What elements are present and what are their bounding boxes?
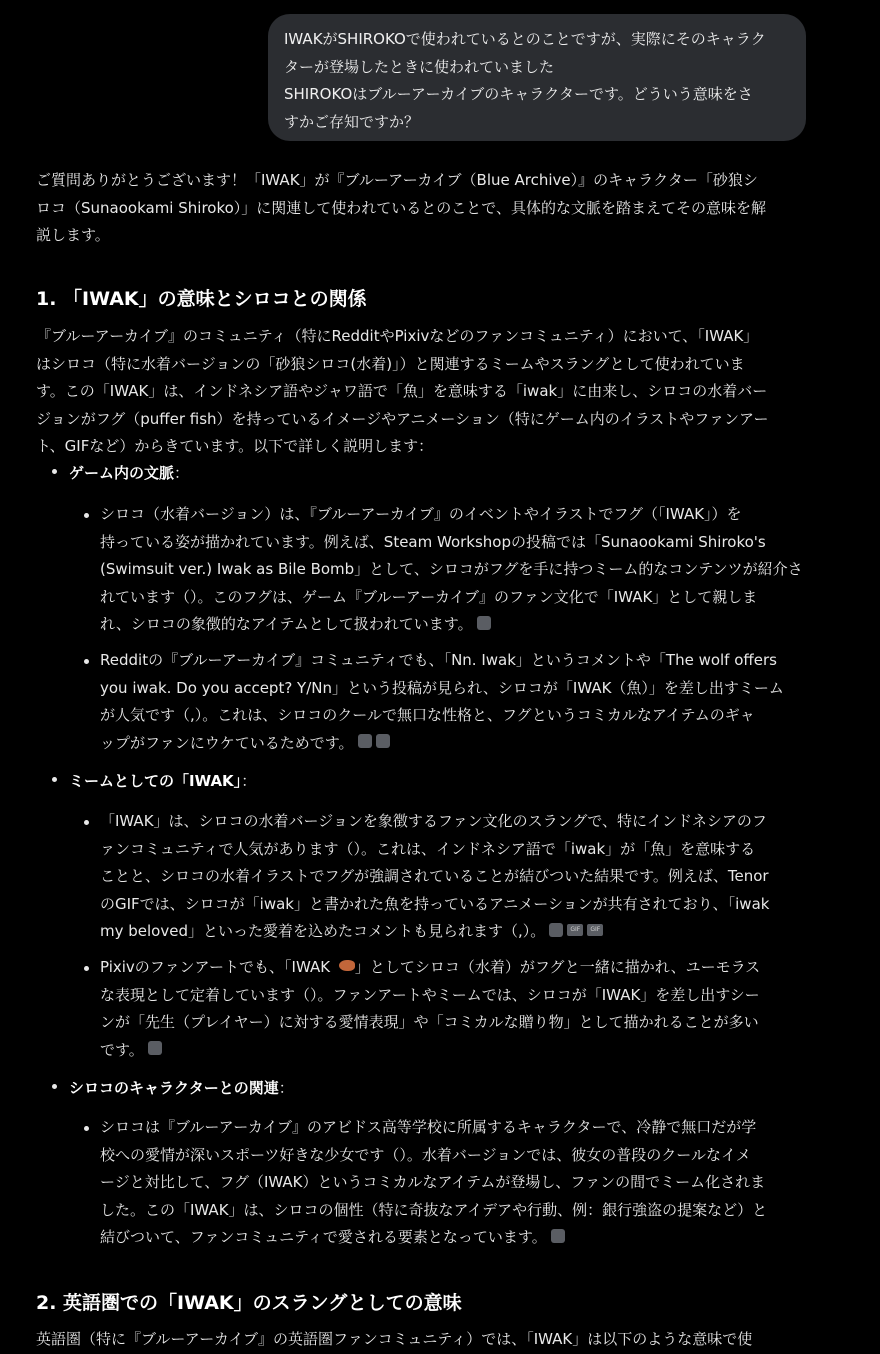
user-message-line: IWAKがSHIROKOで使われているとのことですが、実際にそのキャラク	[284, 30, 766, 48]
sub-bullet-line: が人気です（,）。これは、シロコのクールで無口な性格と、フグというコミカルなアイテムのギャ	[100, 706, 755, 724]
answer-intro	[36, 167, 816, 250]
bullet-dot	[84, 820, 89, 825]
sub-bullet-item	[84, 501, 814, 639]
bullet-label: ゲーム内の文脈	[69, 464, 175, 482]
sub-bullet-line: な表現として定着しています（）。ファンアートやミームでは、シロコが「IWAK」を差し出すシー	[100, 985, 760, 1004]
bullet-dot	[84, 659, 89, 664]
bullet-item	[52, 768, 256, 796]
sub-bullet-line: ァンコミュニティで人気があります（）。これは、インドネシア語で「iwak」が「魚」を意味する	[100, 839, 756, 858]
sub-bullet-line: です。	[100, 1040, 144, 1059]
bullet-suffix: ：	[241, 772, 257, 790]
sub-bullet-line: ップがファンにウケているためです。	[100, 733, 354, 752]
user-message-line: SHIROKOはブルーアーカイブのキャラクターです。どういう意味をさ	[284, 85, 753, 103]
sub-bullet-line: れ、シロコの象徴的なアイテムとして扱われています。	[100, 615, 473, 633]
pixiv-line-start: Pixivのファンアートでも、「IWAK	[100, 958, 335, 976]
bullet-item	[52, 1075, 294, 1103]
intro-line: ロコ（Sunaookami Shiroko）」に関連して使われているとのことで、具体的な文脈を踏まえてその意味を解	[36, 198, 766, 217]
pixiv-line-end: 」としてシロコ（水着）がフグと一緒に描かれ、ユーモラス	[354, 958, 761, 976]
bullet-label: シロコのキャラクターとの関連	[69, 1079, 279, 1097]
body-line: す。この「IWAK」は、インドネシア語やジャワ語で「魚」を意味する「iwak」に由来し、シロコの水着バー	[36, 382, 768, 400]
gif-badge-icon[interactable]: GIF	[567, 924, 583, 936]
section-heading: 2. 英語圏での「IWAK」のスラングとしての意味	[36, 1292, 462, 1314]
source-favicon-icon[interactable]	[549, 923, 563, 937]
sub-bullet-item	[84, 1114, 814, 1252]
gif-badge-icon[interactable]: GIF	[587, 924, 603, 936]
bullet-dot	[52, 1084, 57, 1089]
source-favicon-icon[interactable]	[477, 616, 491, 630]
intro-line: ご質問ありがとうございます！「IWAK」が『ブルーアーカイブ（Blue Archive）』のキャラクター「砂狼シ	[36, 171, 758, 189]
bullet-dot	[84, 513, 89, 518]
bullet-dot	[52, 777, 57, 782]
section-heading: 1. 「IWAK」の意味とシロコとの関係	[36, 288, 367, 310]
user-message-line: ターが登場したときに使われていました	[284, 57, 555, 76]
bullet-label: ミームとしての「IWAK」	[69, 772, 242, 790]
source-favicon-icon[interactable]	[148, 1041, 162, 1055]
sub-bullet-item	[84, 647, 814, 757]
sub-bullet-line: のGIFでは、シロコが「iwak」と書かれた魚を持っているアニメーションが共有されており、「iwak	[100, 894, 770, 913]
sub-bullet-line: した。この「IWAK」は、シロコの個性（特に奇抜なアイデアや行動、例：銀行強盗の提案など）と	[100, 1200, 768, 1219]
sub-bullet-line: 結びついて、ファンコミュニティで愛される要素となっています。	[100, 1228, 547, 1246]
sub-bullet-line: my beloved」といった愛着を込めたコメントも見られます（,）。	[100, 922, 546, 940]
body-line: ト、GIFなど）からきています。以下で詳しく説明します：	[36, 437, 434, 455]
sub-bullet-item	[84, 808, 814, 946]
sub-bullet-line: (Swimsuit ver.) Iwak as Bile Bomb」として、シロコがフグを手に持つミーム的なコンテンツが紹介さ	[100, 560, 803, 578]
user-message-bubble	[268, 14, 806, 141]
bullet-dot	[52, 469, 57, 474]
sub-bullet-line: ージと対比して、フグ（IWAK）というコミカルなアイテムが登場し、ファンの間でミーム化されま	[100, 1173, 766, 1191]
source-favicon-icon[interactable]	[358, 734, 372, 748]
sub-bullet-line: ンが「先生（プレイヤー）に対する愛情表現」や「コミカルな贈り物」として描かれることが多い	[100, 1013, 759, 1031]
body-line: ジョンがフグ（puffer fish）を持っているイメージやアニメーション（特にゲーム内のイラストやファンアー	[36, 409, 769, 428]
source-favicon-icon[interactable]	[376, 734, 390, 748]
body-line: 『ブルーアーカイブ』のコミュニティ（特にRedditやPixivなどのファンコミュニティ）において、「IWAK」	[36, 327, 759, 345]
sub-bullet-line: Redditの『ブルーアーカイブ』コミュニティでも、「Nn. Iwak」というコメントや「The wolf offers	[100, 651, 777, 669]
sub-bullet-item	[84, 954, 814, 1064]
body-line: 英語圏（特に『ブルーアーカイブ』の英語圏ファンコミュニティ）では、「IWAK」は以下のような意味で使	[36, 1330, 753, 1348]
intro-line: 説します。	[36, 226, 110, 244]
bullet-item	[52, 460, 189, 488]
sub-bullet-line	[100, 954, 814, 982]
fish-icon	[339, 960, 355, 971]
bullet-dot	[84, 1126, 89, 1131]
user-message-line: すかご存知ですか？	[284, 112, 420, 131]
sub-bullet-line: れています（）。このフグは、ゲーム『ブルーアーカイブ』のファン文化で「IWAK」として親しま	[100, 587, 758, 606]
bullet-suffix: ：	[174, 464, 190, 482]
bullet-dot	[84, 966, 89, 971]
sub-bullet-line: シロコ（水着バージョン）は、『ブルーアーカイブ』のイベントやイラストでフグ（「IWAK」）を	[100, 505, 742, 523]
section-body	[36, 323, 816, 461]
body-line: はシロコ（特に水着バージョンの「砂狼シロコ(水着)」）と関連するミームやスラングとして使われていま	[36, 354, 745, 373]
sub-bullet-line: 持っている姿が描かれています。例えば、Steam Workshopの投稿では「Sunaookami Shiroko's	[100, 532, 766, 551]
sub-bullet-line: 校への愛情が深いスポーツ好きな少女です（）。水着バージョンでは、彼女の普段のクールなイメ	[100, 1145, 751, 1164]
sub-bullet-line: 「IWAK」は、シロコの水着バージョンを象徴するファン文化のスラングで、特にインドネシアのフ	[100, 812, 767, 830]
sub-bullet-line: you iwak. Do you accept? Y/Nn」という投稿が見られ、シロコが「IWAK（魚）」を差し出すミーム	[100, 678, 784, 697]
bullet-suffix: ：	[278, 1079, 294, 1097]
source-favicon-icon[interactable]	[551, 1229, 565, 1243]
sub-bullet-line: ことと、シロコの水着イラストでフグが強調されていることが結びついた結果です。例えば、Tenor	[100, 867, 769, 885]
sub-bullet-line: シロコは『ブルーアーカイブ』のアビドス高等学校に所属するキャラクターで、冷静で無口だが学	[100, 1118, 757, 1136]
